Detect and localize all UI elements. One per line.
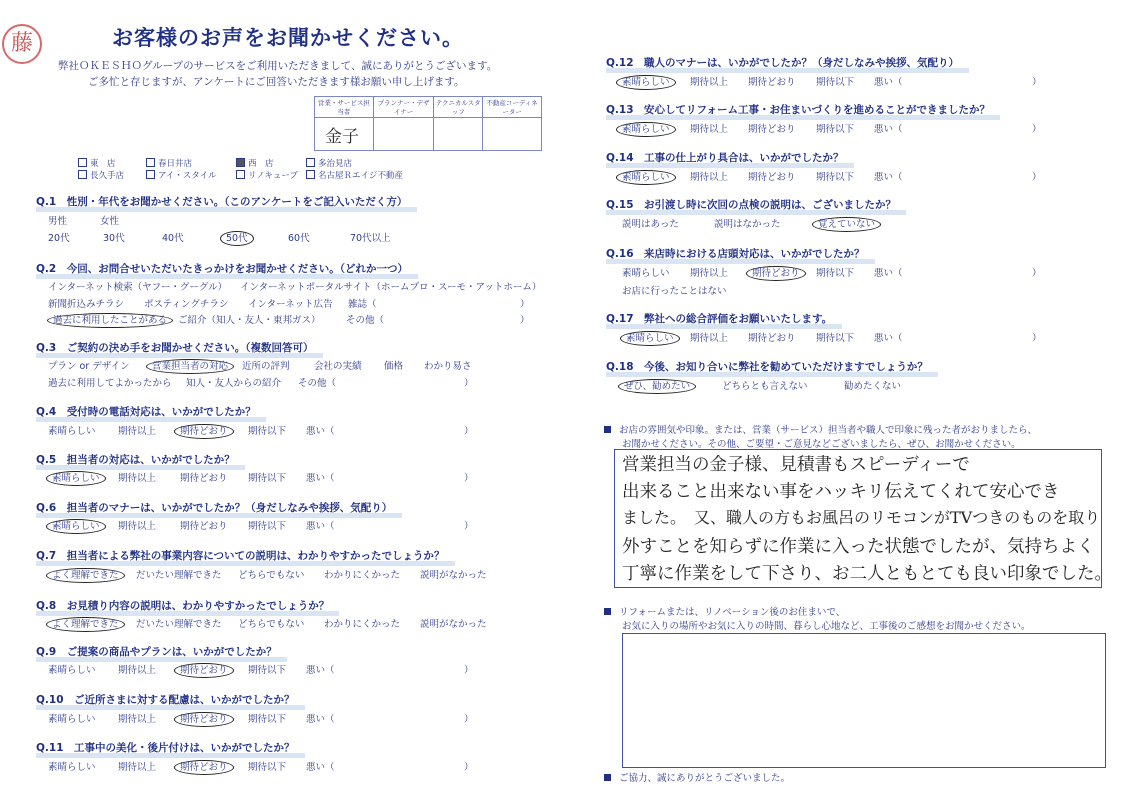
option[interactable]: 期待どおり bbox=[748, 333, 796, 344]
option[interactable]: 説明がなかった bbox=[420, 570, 487, 581]
option[interactable]: 女性 bbox=[100, 216, 120, 227]
option-selected[interactable]: 覚えていない bbox=[818, 216, 881, 230]
checkbox-checked-icon bbox=[236, 158, 245, 167]
option[interactable]: 期待以上 bbox=[118, 714, 157, 725]
option[interactable]: 期待以下 bbox=[816, 124, 855, 135]
intro-line-2: ご多忙と存じますが、アンケートにご回答いただきます様お願い申し上げます。 bbox=[88, 76, 465, 88]
store-checkbox[interactable]: 名古屋Ｒエイジ不動産 bbox=[306, 169, 403, 181]
option[interactable]: 素晴らしい bbox=[48, 762, 96, 773]
option[interactable]: 会社の実績 bbox=[314, 361, 362, 372]
staff-header: プランナー・デザイナー bbox=[373, 97, 433, 118]
option[interactable]: 説明がなかった bbox=[420, 619, 487, 630]
option[interactable]: 雑誌（ bbox=[348, 299, 377, 310]
option[interactable]: 期待どおり bbox=[748, 124, 796, 135]
staff-header: テクニカルスタッフ bbox=[434, 97, 483, 118]
paren-close: ） bbox=[464, 521, 474, 532]
paren-close: ） bbox=[464, 378, 474, 389]
staff-planner-name[interactable] bbox=[373, 118, 433, 151]
option[interactable]: プラン or デザイン bbox=[48, 361, 130, 372]
store-checkbox[interactable]: 長久手店 bbox=[78, 169, 124, 181]
option[interactable]: 過去に利用してよかったから bbox=[48, 378, 172, 389]
bullet-square-icon bbox=[604, 608, 611, 615]
checkbox-icon bbox=[78, 170, 87, 179]
option[interactable]: 期待以上 bbox=[118, 473, 157, 484]
option[interactable]: 悪い（ bbox=[306, 762, 335, 773]
option[interactable]: 勧めたくない bbox=[844, 381, 902, 392]
staff-sales-name[interactable]: 金子 bbox=[315, 118, 374, 151]
option[interactable]: どちらでもない bbox=[238, 619, 305, 630]
comment-2-prompt: リフォームまたは、リノベーション後のお住まいで、 bbox=[604, 604, 845, 618]
store-checkbox[interactable]: リノキューブ bbox=[236, 169, 298, 181]
option[interactable]: 期待以下 bbox=[816, 333, 855, 344]
option[interactable]: 期待以上 bbox=[690, 268, 729, 279]
handwritten-line: 出来ること出来ない事をハッキリ伝えてくれて安心でき bbox=[622, 482, 1060, 502]
paren-close: ） bbox=[464, 426, 474, 437]
checkbox-icon bbox=[146, 170, 155, 179]
option[interactable]: 期待以下 bbox=[248, 521, 287, 532]
paren-close: ） bbox=[520, 299, 530, 310]
option-selected[interactable]: 素晴らしい bbox=[622, 74, 676, 88]
option[interactable]: 説明はなかった bbox=[714, 219, 781, 230]
option[interactable]: 期待以下 bbox=[816, 172, 855, 183]
question-1: Q.1 性別・年代をお聞かせください。（このアンケートをご記入いただく方） bbox=[36, 196, 408, 208]
option[interactable]: 期待どおり bbox=[748, 172, 796, 183]
option-selected[interactable]: ぜひ、勧めたい bbox=[624, 378, 696, 392]
paren-close: ） bbox=[464, 714, 474, 725]
option[interactable]: 期待以上 bbox=[118, 665, 157, 676]
handwritten-line: 丁寧に作業をして下さり、お二人ともとても良い印象でした。 bbox=[622, 564, 1112, 584]
question-4: Q.4 受付時の電話対応は、いかがでしたか？ bbox=[36, 406, 256, 418]
option[interactable]: わかりにくかった bbox=[324, 570, 401, 581]
option-selected[interactable]: 素晴らしい bbox=[626, 330, 680, 344]
checkbox-icon bbox=[236, 170, 245, 179]
option[interactable]: 期待どおり bbox=[180, 521, 228, 532]
option[interactable]: 悪い（ bbox=[874, 124, 903, 135]
question-3: Q.3 ご契約の決め手をお聞かせください。（複数回答可） bbox=[36, 342, 314, 354]
handwritten-line: 営業担当の金子様、見積書もスピーディーで bbox=[622, 455, 970, 475]
store-checkbox[interactable]: 多治見店 bbox=[306, 157, 352, 169]
option[interactable]: 悪い（ bbox=[874, 333, 903, 344]
option-selected[interactable]: 素晴らしい bbox=[622, 169, 676, 183]
handwritten-line: ました。 又、職人の方もお風呂のリモコンがTVつきのものを取り bbox=[622, 508, 1101, 527]
paren-close: ） bbox=[1032, 77, 1042, 88]
question-16: Q.16 来店時における店頭対応は、いかがでしたか？ bbox=[606, 248, 865, 260]
option[interactable]: 40代 bbox=[162, 233, 184, 244]
store-checkbox[interactable]: 東 店 bbox=[78, 157, 116, 169]
store-checkbox[interactable]: 西 店 bbox=[236, 157, 274, 169]
option[interactable]: 期待以上 bbox=[690, 172, 729, 183]
option[interactable]: ご紹介（知人・友人・東邦ガス） bbox=[178, 315, 321, 326]
question-13: Q.13 安心してリフォーム工事・お住まいづくりを進めることができましたか？ bbox=[606, 104, 991, 116]
option[interactable]: 70代以上 bbox=[350, 233, 391, 244]
paren-close: ） bbox=[464, 762, 474, 773]
option[interactable]: ポスティングチラシ bbox=[144, 299, 229, 310]
staff-header: 営業・サービス担当者 bbox=[315, 97, 374, 118]
question-14: Q.14 工事の仕上がり具合は、いかがでしたか？ bbox=[606, 152, 844, 164]
option-selected[interactable]: 50代 bbox=[226, 230, 254, 244]
comment-2-box[interactable] bbox=[622, 633, 1106, 768]
option[interactable]: 60代 bbox=[288, 233, 310, 244]
comment-2-prompt-line-2: お気に入りの場所やお気に入りの時間、暮らし心地など、工事後のご感想をお聞かせください。 bbox=[622, 621, 1031, 632]
option-selected[interactable]: 過去に利用したことがある bbox=[53, 312, 173, 326]
option[interactable]: 悪い（ bbox=[874, 172, 903, 183]
option-selected[interactable]: 期待どおり bbox=[180, 662, 234, 676]
staff-header: 不動産コーディネーター bbox=[483, 97, 542, 118]
checkbox-icon bbox=[78, 158, 87, 167]
handwritten-line: 外すことを知らずに作業に入った状態でしたが、気持ちよく bbox=[622, 537, 1095, 557]
option-selected[interactable]: 期待どおり bbox=[180, 759, 234, 773]
option[interactable]: 期待以下 bbox=[248, 665, 287, 676]
bullet-square-icon bbox=[604, 426, 611, 433]
checkbox-icon bbox=[306, 170, 315, 179]
paren-close: ） bbox=[1032, 172, 1042, 183]
staff-realestate-name[interactable] bbox=[483, 118, 542, 151]
comment-1-prompt-line-2: お聞かせください。その他、ご要望・ご意見などございましたら、ぜひ、お聞かせください。 bbox=[622, 439, 1021, 450]
option[interactable]: 悪い（ bbox=[874, 77, 903, 88]
option[interactable]: 30代 bbox=[103, 233, 125, 244]
option[interactable]: わかりにくかった bbox=[324, 619, 401, 630]
option[interactable]: 期待以上 bbox=[690, 333, 729, 344]
option[interactable]: だいたい理解できた bbox=[136, 570, 222, 581]
paren-close: ） bbox=[1032, 268, 1042, 279]
option[interactable]: 悪い（ bbox=[306, 714, 335, 725]
option[interactable]: 価格 bbox=[384, 361, 404, 372]
question-17: Q.17 弊社への総合評価をお願いいたします。 bbox=[606, 313, 833, 325]
comment-1-prompt: お店の雰囲気や印象。または、営業（サービス）担当者や職人で印象に残った者がおりましたら、 bbox=[604, 422, 1037, 436]
option[interactable]: 20代 bbox=[48, 233, 70, 244]
option[interactable]: 悪い（ bbox=[306, 521, 335, 532]
option[interactable]: インターネット広告 bbox=[248, 299, 333, 310]
option-selected[interactable]: よく理解できた bbox=[52, 567, 125, 581]
option[interactable]: 悪い（ bbox=[874, 268, 903, 279]
option[interactable]: インターネットポータルサイト（ホームプロ・スーモ・アットホーム） bbox=[240, 282, 542, 293]
option[interactable]: 期待以下 bbox=[816, 77, 855, 88]
question-7: Q.7 担当者による弊社の事業内容についての説明は、わかりやすかったでしょうか？ bbox=[36, 550, 445, 562]
option[interactable]: お店に行ったことはない bbox=[622, 286, 727, 297]
question-15: Q.15 お引渡し時に次回の点検の説明は、ございましたか？ bbox=[606, 199, 897, 211]
option-selected[interactable]: 期待どおり bbox=[180, 423, 234, 437]
option-selected[interactable]: 営業担当者の対応 bbox=[152, 358, 234, 372]
thanks-note: ご協力、誠にありがとうございました。 bbox=[604, 770, 790, 784]
option[interactable]: 近所の評判 bbox=[242, 361, 290, 372]
question-9: Q.9 ご提案の商品やプランは、いかがでしたか？ bbox=[36, 646, 277, 658]
option[interactable]: 期待以上 bbox=[690, 124, 729, 135]
option[interactable]: 期待以上 bbox=[118, 521, 157, 532]
question-18: Q.18 今後、お知り合いに弊社を勧めていただけますでしょうか？ bbox=[606, 361, 928, 373]
question-11: Q.11 工事中の美化・後片付けは、いかがでしたか？ bbox=[36, 742, 295, 754]
option[interactable]: 素晴らしい bbox=[48, 714, 96, 725]
option[interactable]: 期待以下 bbox=[248, 762, 287, 773]
option[interactable]: 素晴らしい bbox=[622, 268, 670, 279]
option[interactable]: 悪い（ bbox=[306, 426, 335, 437]
store-checkbox[interactable]: 春日井店 bbox=[146, 157, 192, 169]
question-10: Q.10 ご近所さまに対する配慮は、いかがでしたか？ bbox=[36, 694, 295, 706]
option[interactable]: 説明はあった bbox=[622, 219, 679, 230]
option[interactable]: 男性 bbox=[48, 216, 68, 227]
option[interactable]: 新聞折込みチラシ bbox=[48, 299, 125, 310]
option[interactable]: 期待どおり bbox=[748, 77, 796, 88]
option[interactable]: 悪い（ bbox=[306, 473, 335, 484]
store-checkbox[interactable]: アイ・スタイル bbox=[146, 169, 217, 181]
paren-close: ） bbox=[464, 473, 474, 484]
option[interactable]: 期待以下 bbox=[248, 426, 287, 437]
option-selected[interactable]: 期待どおり bbox=[180, 711, 234, 725]
option[interactable]: 知人・友人からの紹介 bbox=[186, 378, 282, 389]
option-selected[interactable]: 素晴らしい bbox=[622, 121, 676, 135]
seal-stamp: 藤 bbox=[2, 24, 42, 64]
option[interactable]: 期待以上 bbox=[118, 426, 157, 437]
option-selected[interactable]: よく理解できた bbox=[52, 616, 125, 630]
bullet-square-icon bbox=[604, 774, 611, 781]
option[interactable]: 期待以下 bbox=[248, 714, 287, 725]
paren-close: ） bbox=[520, 315, 530, 326]
option-selected[interactable]: 素晴らしい bbox=[52, 470, 106, 484]
option[interactable]: 素晴らしい bbox=[48, 665, 96, 676]
checkbox-icon bbox=[146, 158, 155, 167]
intro-line-1: 弊社ＯＫＥＳＨＯグループのサービスをご利用いただきまして、誠にありがとうございます。 bbox=[58, 60, 498, 72]
option[interactable]: インターネット検索（ヤフー・グーグル） bbox=[48, 282, 228, 293]
paren-close: ） bbox=[464, 665, 474, 676]
paren-close: ） bbox=[1032, 333, 1042, 344]
option[interactable]: 期待どおり bbox=[180, 473, 228, 484]
option-selected[interactable]: 素晴らしい bbox=[52, 518, 106, 532]
checkbox-icon bbox=[306, 158, 315, 167]
option[interactable]: 期待以下 bbox=[248, 473, 287, 484]
option[interactable]: わかり易さ bbox=[424, 361, 472, 372]
option[interactable]: 期待以下 bbox=[816, 268, 855, 279]
option[interactable]: どちらでもない bbox=[238, 570, 305, 581]
option[interactable]: その他（ bbox=[298, 378, 337, 389]
question-8: Q.8 お見積り内容の説明は、わかりやすかったでしょうか？ bbox=[36, 600, 330, 612]
question-5: Q.5 担当者の対応は、いかがでしたか？ bbox=[36, 454, 235, 466]
staff-tech-name[interactable] bbox=[434, 118, 483, 151]
option[interactable]: 期待以上 bbox=[118, 762, 157, 773]
question-6: Q.6 担当者のマナーは、いかがでしたか？（身だしなみや挨拶、気配り） bbox=[36, 502, 393, 514]
paren-close: ） bbox=[1032, 124, 1042, 135]
option[interactable]: 悪い（ bbox=[306, 665, 335, 676]
option-selected[interactable]: 期待どおり bbox=[752, 265, 806, 279]
question-12: Q.12 職人のマナーは、いかがでしたか？（身だしなみや挨拶、気配り） bbox=[606, 57, 960, 69]
option[interactable]: だいたい理解できた bbox=[136, 619, 222, 630]
page-title: お客様のお声をお聞かせください。 bbox=[112, 26, 464, 50]
option[interactable]: 素晴らしい bbox=[48, 426, 96, 437]
staff-table bbox=[314, 96, 542, 151]
option[interactable]: その他（ bbox=[346, 315, 385, 326]
option[interactable]: どちらとも言えない bbox=[722, 381, 808, 392]
option[interactable]: 期待以上 bbox=[690, 77, 729, 88]
question-2: Q.2 今回、お問合せいただいたきっかけをお聞かせください。（どれか一つ） bbox=[36, 263, 408, 275]
